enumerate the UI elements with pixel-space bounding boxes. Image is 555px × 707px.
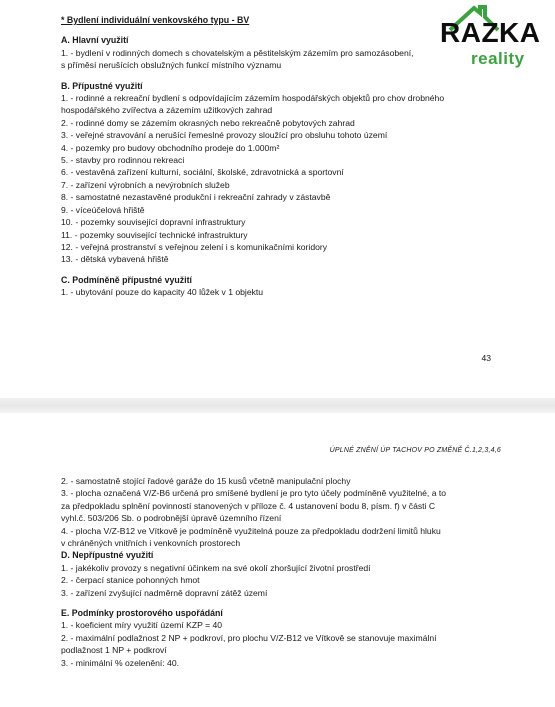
- list-item: 10. - pozemky související dopravní infrastruktury: [61, 217, 246, 228]
- list-item: 3. - minimální % ozelenění: 40.: [61, 657, 179, 668]
- list-item: 3. - zařízení zvyšující nadměrně dopravní zátěž území: [61, 587, 268, 598]
- list-item: 8. - samostatné nezastavěné produkční i rekreační zahrady v zástavbě: [61, 192, 331, 203]
- page-separator: [0, 398, 555, 413]
- list-item: 1. - ubytování pouze do kapacity 40 lůžek v 1 objektu: [61, 287, 264, 298]
- page-number: 43: [481, 353, 491, 363]
- list-item: 4. - pozemky pro budovy obchodního prodeje do 1.000m²: [61, 142, 280, 153]
- list-item: v chráněných vnitřních i venkovních prostorech: [61, 538, 241, 549]
- section-heading: D. Nepřípustné využití: [61, 550, 154, 561]
- list-item: 4. - plocha V/Z-B12 ve Vítkově je podmíněně využitelná pouze za předpokladu dodržení limitů hluku: [61, 525, 441, 536]
- list-item: s příměsí nerušících obslužných funkcí místního významu: [61, 60, 282, 71]
- list-item: 3. - plocha označená V/Z-B6 určená pro smíšené bydlení je pro tyto účely podmíněně využitelné, a to: [61, 488, 447, 499]
- list-item: 2. - maximální podlažnost 2 NP + podkroví, pro plochu V/Z-B12 ve Vítkově se stanovuje maximální: [61, 632, 437, 643]
- list-item: 5. - stavby pro rodinnou rekreaci: [61, 155, 185, 166]
- list-item: 11. - pozemky související technické infrastruktury: [61, 229, 248, 240]
- list-item: 1. - rodinné a rekreační bydlení s odpovídajícím zázemím hospodářských objektů pro chov drobného: [61, 93, 445, 104]
- list-item: za předpokladu splnění povinností stanovených v příloze č. 4 ustanovení bodu 8, písm. f) v části C: [61, 500, 436, 511]
- list-item: 1. - koeficient míry využití území KZP = 40: [61, 620, 223, 631]
- logo-subtitle: reality: [471, 49, 525, 68]
- section-heading: C. Podmíněně přípustné využití: [61, 274, 192, 285]
- list-item: 3. - veřejné stravování a nerušící řemeslné provozy sloužící pro obsluhu tohoto území: [61, 130, 388, 141]
- list-item: 7. - zařízení výrobních a nevýrobních služeb: [61, 179, 230, 190]
- page2-sections: [61, 549, 501, 669]
- razka-reality-logo: [440, 3, 555, 73]
- section-heading: B. Přípustné využití: [61, 80, 143, 91]
- zone-title: * Bydlení individuální venkovského typu - BV: [61, 15, 250, 25]
- list-item: 1. - jakékoliv provozy s negativní účinkem na své okolí zhoršující životní prostředí: [61, 562, 371, 573]
- list-item: 2. - čerpací stanice pohonných hmot: [61, 575, 200, 586]
- section-heading: E. Podmínky prostorového uspořádání: [61, 608, 223, 619]
- page1-sections: [61, 34, 501, 298]
- list-item: 6. - vestavěná zařízení kulturní, sociální, školské, zdravotnická a sportovní: [61, 167, 344, 178]
- page2-lead-lines: [61, 475, 501, 549]
- list-item: 2. - rodinné domy se zázemím okrasných nebo rekreačně pobytových zahrad: [61, 117, 355, 128]
- list-item: 1. - bydlení v rodinných domech s chovatelským a pěstitelským zázemím pro samozásobení,: [61, 47, 414, 58]
- page2-content: [61, 475, 501, 669]
- list-item: 9. - víceúčelová hřiště: [61, 204, 145, 215]
- list-item: podlažnost 1 NP + podkroví: [61, 645, 167, 656]
- document-page-44: [0, 413, 555, 707]
- list-item: vyhl.č. 503/206 Sb. o podrobnější úpravě územního řízení: [61, 513, 282, 524]
- running-header: ÚPLNÉ ZNĚNÍ ÚP TACHOV PO ZMĚNĚ Č.1,2,3,4,6: [329, 447, 501, 454]
- list-item: 12. - veřejná prostranství s veřejnou zelení i s komunikačními koridory: [61, 241, 328, 252]
- list-item: 13. - dětská vybavená hřiště: [61, 254, 169, 265]
- list-item: hospodářského zvířectva a zázemím užitkových zahrad: [61, 105, 273, 116]
- list-item: 2. - samostatně stojící řadové garáže do 15 kusů včetně manipulační plochy: [61, 476, 351, 486]
- page1-content: [61, 14, 501, 299]
- section-heading: A. Hlavní využití: [61, 35, 129, 46]
- logo-wordmark: RAZKA: [440, 17, 541, 48]
